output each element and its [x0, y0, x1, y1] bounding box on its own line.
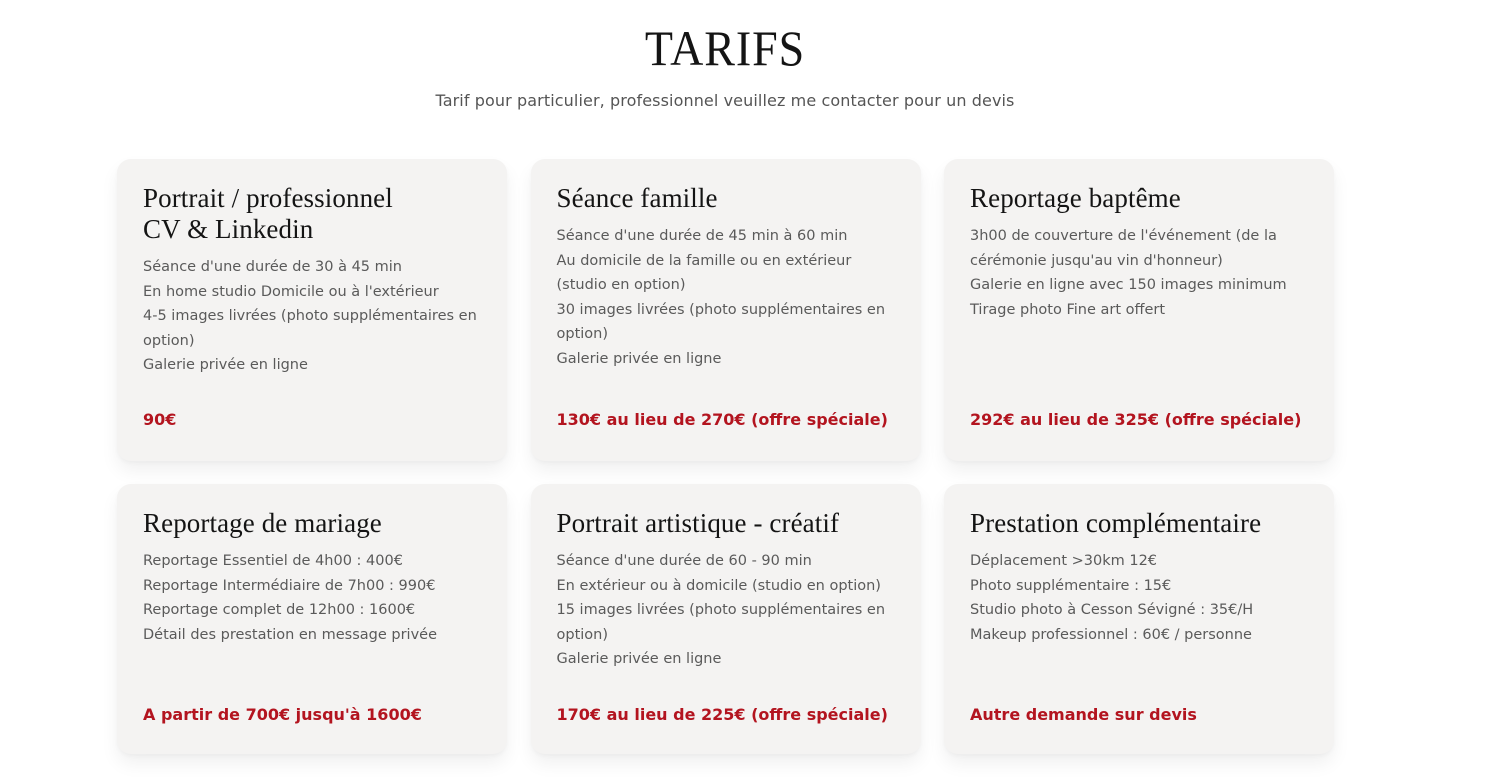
card-description-line: Galerie privée en ligne: [556, 350, 722, 367]
card-description-line: 30 images livrées (photo supplémentaires en option): [556, 301, 886, 343]
card-description-line: 15 images livrées (photo supplémentaires en option): [556, 602, 886, 643]
pricing-card-prestation-complementaire: [944, 484, 1334, 754]
card-description-line: Tirage photo Fine art offert: [970, 301, 1166, 318]
card-description-line: Studio photo à Cesson Sévigné : 35€/H: [970, 602, 1254, 619]
card-description-line: Photo supplémentaire : 15€: [970, 577, 1172, 594]
card-description-line: Séance d'une durée de 30 à 45 min: [143, 259, 402, 275]
pricing-card-portrait-artistique: [531, 484, 921, 754]
card-description-line: 4-5 images livrées (photo supplémentaires en option): [143, 308, 477, 349]
card-description-line: Reportage Intermédiaire de 7h00 : 990€: [143, 577, 436, 594]
card-description: [143, 549, 481, 647]
card-description-line: Galerie en ligne avec 150 images minimum: [970, 277, 1287, 294]
card-price: 130€ au lieu de 270€ (offre spéciale): [556, 410, 888, 429]
card-description-line: 3h00 de couverture de l'événement (de la cérémonie jusqu'au vin d'honneur): [970, 228, 1277, 269]
page-subtitle: Tarif pour particulier, professionnel veuillez me contacter pour un devis: [435, 91, 1015, 110]
pricing-card-reportage-mariage: [117, 484, 507, 754]
card-description: [970, 549, 1308, 647]
card-description-line: En home studio Domicile ou à l'extérieur: [143, 283, 439, 300]
card-description: [143, 255, 481, 378]
card-title: Reportage baptême: [970, 183, 1181, 213]
pricing-card-portrait-professionnel: [117, 159, 507, 461]
card-description-line: Séance d'une durée de 60 - 90 min: [556, 553, 812, 569]
pricing-card-reportage-bapteme: [944, 159, 1334, 461]
card-title: Séance famille: [556, 183, 718, 213]
card-description: [557, 549, 895, 672]
card-price: A partir de 700€ jusqu'à 1600€: [143, 705, 422, 724]
page-title: TARIFS: [644, 20, 806, 76]
pricing-card-seance-famille: [531, 159, 921, 461]
card-price: Autre demande sur devis: [970, 705, 1197, 724]
card-price: 90€: [143, 410, 177, 429]
card-title: Portrait artistique - créatif: [556, 508, 840, 538]
card-title: Reportage de mariage: [143, 508, 382, 538]
card-description-line: Makeup professionnel : 60€ / personne: [970, 626, 1252, 643]
card-title: Prestation complémentaire: [970, 508, 1262, 538]
card-description-line: Reportage complet de 12h00 : 1600€: [143, 602, 416, 619]
pricing-grid: [117, 159, 1334, 754]
card-description: [970, 224, 1308, 322]
card-description-line: Galerie privée en ligne: [143, 357, 308, 374]
card-description-line: Galerie privée en ligne: [556, 651, 722, 668]
card-description-line: Détail des prestation en message privée: [143, 626, 438, 643]
card-description-line: Déplacement >30km 12€: [970, 553, 1158, 569]
card-description-line: En extérieur ou à domicile (studio en option): [556, 577, 881, 594]
card-price: 170€ au lieu de 225€ (offre spéciale): [556, 705, 888, 724]
card-description-line: Au domicile de la famille ou en extérieur (studio en option): [556, 252, 852, 294]
card-price: 292€ au lieu de 325€ (offre spéciale): [970, 410, 1302, 429]
card-description-line: Séance d'une durée de 45 min à 60 min: [556, 228, 848, 244]
card-description-line: Reportage Essentiel de 4h00 : 400€: [143, 553, 403, 569]
card-description: [557, 224, 895, 372]
card-title: Portrait / professionnel CV & Linkedin: [143, 183, 393, 244]
